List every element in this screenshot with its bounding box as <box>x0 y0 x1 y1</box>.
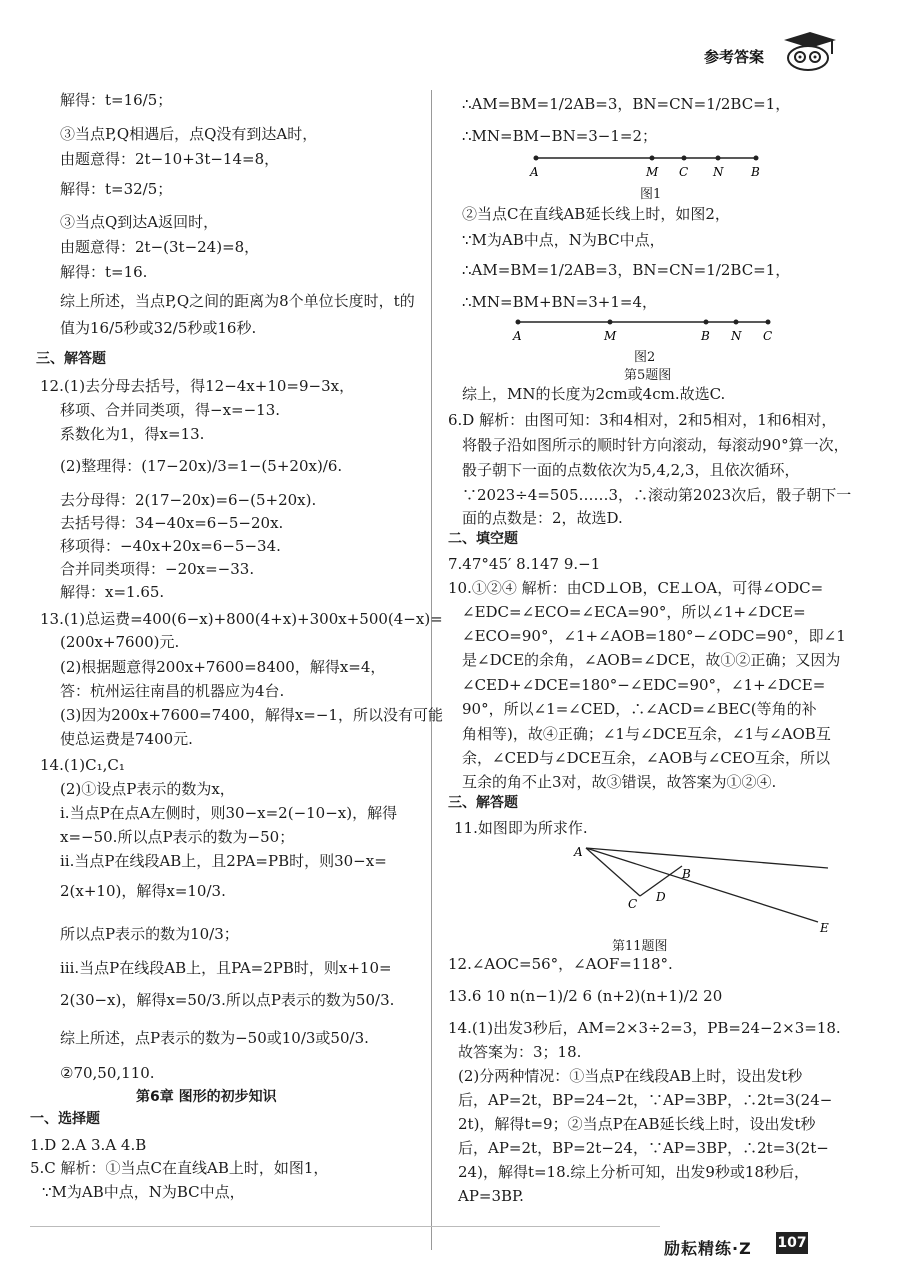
text-line: 解得：t=32/5； <box>60 180 173 198</box>
text-line: 余，∠CED与∠DCE互余，∠AOB与∠CEO互余，所以 <box>462 749 831 767</box>
student-cartoon-icon <box>776 30 838 72</box>
section-heading: 二、填空题 <box>448 531 518 547</box>
footer-brand: 励耘精练·Z <box>664 1239 752 1258</box>
text-line: 系数化为1，得x=13. <box>60 425 205 443</box>
section-heading: 三、解答题 <box>36 351 106 367</box>
text-line: ⅰ.当点P在点A左侧时，则30−x=2(−10−x)，解得 <box>60 804 398 822</box>
text-line: 5.C 解析：①当点C在直线AB上时，如图1， <box>30 1159 329 1177</box>
text-line: 6.D 解析：由图可知：3和4相对，2和5相对，1和6相对， <box>448 411 837 429</box>
fig11-label: A <box>574 845 583 859</box>
text-line: ∠ECO=90°，∠1+∠AOB=180°−∠ODC=90°，即∠1 <box>462 627 846 645</box>
text-line: ∠CED+∠DCE=180°−∠EDC=90°，∠1+∠DCE= <box>462 676 826 694</box>
fig1-label: A <box>530 165 539 179</box>
footer-rule <box>30 1226 660 1227</box>
text-line: ∴MN=BM+BN=3+1=4， <box>462 293 658 311</box>
text-line: 解得：t=16/5； <box>60 91 173 109</box>
text-line: ③当点Q到达A返回时， <box>60 213 219 231</box>
text-line: ⅲ.当点P在线段AB上，且PA=2PB时，则x+10= <box>60 959 392 977</box>
text-line: 24)，解得t=18.综上分析可知，出发9秒或18秒后， <box>458 1163 810 1181</box>
text-line: 角相等)，故④正确；∠1与∠DCE互余，∠1与∠AOB互 <box>462 725 831 743</box>
figure-11-diagram <box>570 842 840 937</box>
text-line: 后，AP=2t，BP=24−2t，∵AP=3BP，∴2t=3(24− <box>458 1091 833 1109</box>
column-divider <box>431 90 432 1250</box>
text-line: 答：杭州运往南昌的机器应为4台. <box>60 682 285 700</box>
text-line: 移项得：−40x+20x=6−5−34. <box>60 537 281 555</box>
text-line: 14.(1)出发3秒后，AM=2×3÷2=3，PB=24−2×3=18. <box>448 1019 841 1037</box>
text-line: AP=3BP. <box>458 1187 524 1205</box>
section-heading: 三、解答题 <box>448 795 518 811</box>
text-line: ②当点C在直线AB延长线上时，如图2， <box>462 205 730 223</box>
text-line: (2)整理得：(17−20x)/3=1−(5+20x)/6. <box>60 457 343 475</box>
text-line: 去分母得：2(17−20x)=6−(5+20x). <box>60 491 317 509</box>
text-line: 10.①②④ 解析：由CD⊥OB，CE⊥OA，可得∠ODC= <box>448 579 824 597</box>
text-line: ∵M为AB中点，N为BC中点， <box>42 1183 245 1201</box>
fig1-label: N <box>713 165 724 179</box>
fig2-label: C <box>763 329 773 343</box>
figure-1-caption: 图1 <box>640 187 662 202</box>
text-line: 11.如图即为所求作. <box>454 819 588 837</box>
text-line: (2)①设点P表示的数为x， <box>60 780 235 798</box>
text-line: 故答案为：3；18. <box>458 1043 582 1061</box>
text-line: (2)分两种情况：①当点P在线段AB上时，设出发t秒 <box>458 1067 803 1085</box>
text-line: 90°，所以∠1=∠CED，∴∠ACD=∠BEC(等角的补 <box>462 700 817 718</box>
text-line: 解得：x=1.65. <box>60 583 165 601</box>
text-line: 13.(1)总运费=400(6−x)+800(4+x)+300x+500(4−x)= <box>40 610 443 628</box>
fig11-label: B <box>682 867 691 881</box>
text-line: 2(x+10)，解得x=10/3. <box>60 882 226 900</box>
text-line: (3)因为200x+7600=7400，解得x=−1，所以没有可能 <box>60 706 443 724</box>
text-line: 2t)，解得t=9；②当点P在AB延长线上时，设出发t秒 <box>458 1115 816 1133</box>
text-line: ∵M为AB中点，N为BC中点， <box>462 231 665 249</box>
question-5-figure-caption: 第5题图 <box>624 368 672 383</box>
text-line: 骰子朝下一面的点数依次为5,4,2,3，且依次循环， <box>462 461 800 479</box>
text-line: 后，AP=2t，BP=2t−24，∵AP=3BP，∴2t=3(2t− <box>458 1139 829 1157</box>
text-line: 值为16/5秒或32/5秒或16秒. <box>60 319 257 337</box>
text-line: 将骰子沿如图所示的顺时针方向滚动，每滚动90°算一次， <box>462 436 849 454</box>
text-line: 由题意得：2t−(3t−24)=8， <box>60 238 260 256</box>
fig1-label: B <box>751 165 760 179</box>
fig2-label: A <box>513 329 522 343</box>
text-line: ⅱ.当点P在线段AB上，且2PA=PB时，则30−x= <box>60 852 387 870</box>
text-line: 合并同类项得：−20x=−33. <box>60 560 255 578</box>
text-line: 综上所述，当点P,Q之间的距离为8个单位长度时，t的 <box>60 292 415 310</box>
text-line: x=−50.所以点P表示的数为−50； <box>60 828 295 846</box>
text-line: ∵2023÷4=505……3，∴滚动第2023次后，骰子朝下一 <box>462 486 852 504</box>
text-line: 移项、合并同类项，得−x=−13. <box>60 401 281 419</box>
text-line: 解得：t=16. <box>60 263 148 281</box>
text-line: 14.(1)C₁,C₁ <box>40 756 125 774</box>
text-line: ②70,50,110. <box>60 1064 155 1082</box>
text-line: 由题意得：2t−10+3t−14=8， <box>60 150 280 168</box>
text-line: 7.47°45′ 8.147 9.−1 <box>448 555 601 573</box>
header-title: 参考答案 <box>704 48 765 66</box>
fig2-label: M <box>604 329 617 343</box>
fig11-label: E <box>820 921 829 935</box>
fig11-label: C <box>628 897 638 911</box>
text-line: 2(30−x)，解得x=50/3.所以点P表示的数为50/3. <box>60 991 395 1009</box>
figure-11-caption: 第11题图 <box>612 939 668 954</box>
text-line: 去括号得：34−40x=6−5−20x. <box>60 514 284 532</box>
text-line: ∴AM=BM=1/2AB=3，BN=CN=1/2BC=1， <box>462 95 791 113</box>
text-line: (2)根据题意得200x+7600=8400，解得x=4， <box>60 658 386 676</box>
text-line: 面的点数是：2，故选D. <box>462 509 623 527</box>
fig2-label: B <box>701 329 710 343</box>
text-line: 互余的角不止3对，故③错误，故答案为①②④. <box>462 773 777 791</box>
text-line: 综上，MN的长度为2cm或4cm.故选C. <box>462 385 726 403</box>
chapter-title: 第6章 图形的初步知识 <box>136 1089 277 1105</box>
text-line: ③当点P,Q相遇后，点Q没有到达A时， <box>60 125 318 143</box>
text-line: ∠EDC=∠ECO=∠ECA=90°，所以∠1+∠DCE= <box>462 603 806 621</box>
text-line: 13.6 10 n(n−1)/2 6 (n+2)(n+1)/2 20 <box>448 987 723 1005</box>
text-line: 12.∠AOC=56°，∠AOF=118°. <box>448 955 673 973</box>
figure-2-caption: 图2 <box>634 350 656 365</box>
section-heading: 一、选择题 <box>30 1111 100 1127</box>
text-line: 12.(1)去分母去括号，得12−4x+10=9−3x， <box>40 377 355 395</box>
fig11-label: D <box>656 890 666 904</box>
text-line: (200x+7600)元. <box>60 633 180 651</box>
text-line: 是∠DCE的余角，∠AOB=∠DCE，故①②正确；又因为 <box>462 651 841 669</box>
page-number: 107 <box>776 1232 808 1254</box>
text-line: 所以点P表示的数为10/3； <box>60 925 239 943</box>
text-line: ∴AM=BM=1/2AB=3，BN=CN=1/2BC=1， <box>462 261 791 279</box>
fig1-label: C <box>679 165 689 179</box>
text-line: ∴MN=BM−BN=3−1=2； <box>462 127 658 145</box>
fig1-label: M <box>646 165 659 179</box>
fig2-label: N <box>731 329 742 343</box>
text-line: 综上所述，点P表示的数为−50或10/3或50/3. <box>60 1029 369 1047</box>
text-line: 使总运费是7400元. <box>60 730 193 748</box>
text-line: 1.D 2.A 3.A 4.B <box>30 1136 147 1154</box>
